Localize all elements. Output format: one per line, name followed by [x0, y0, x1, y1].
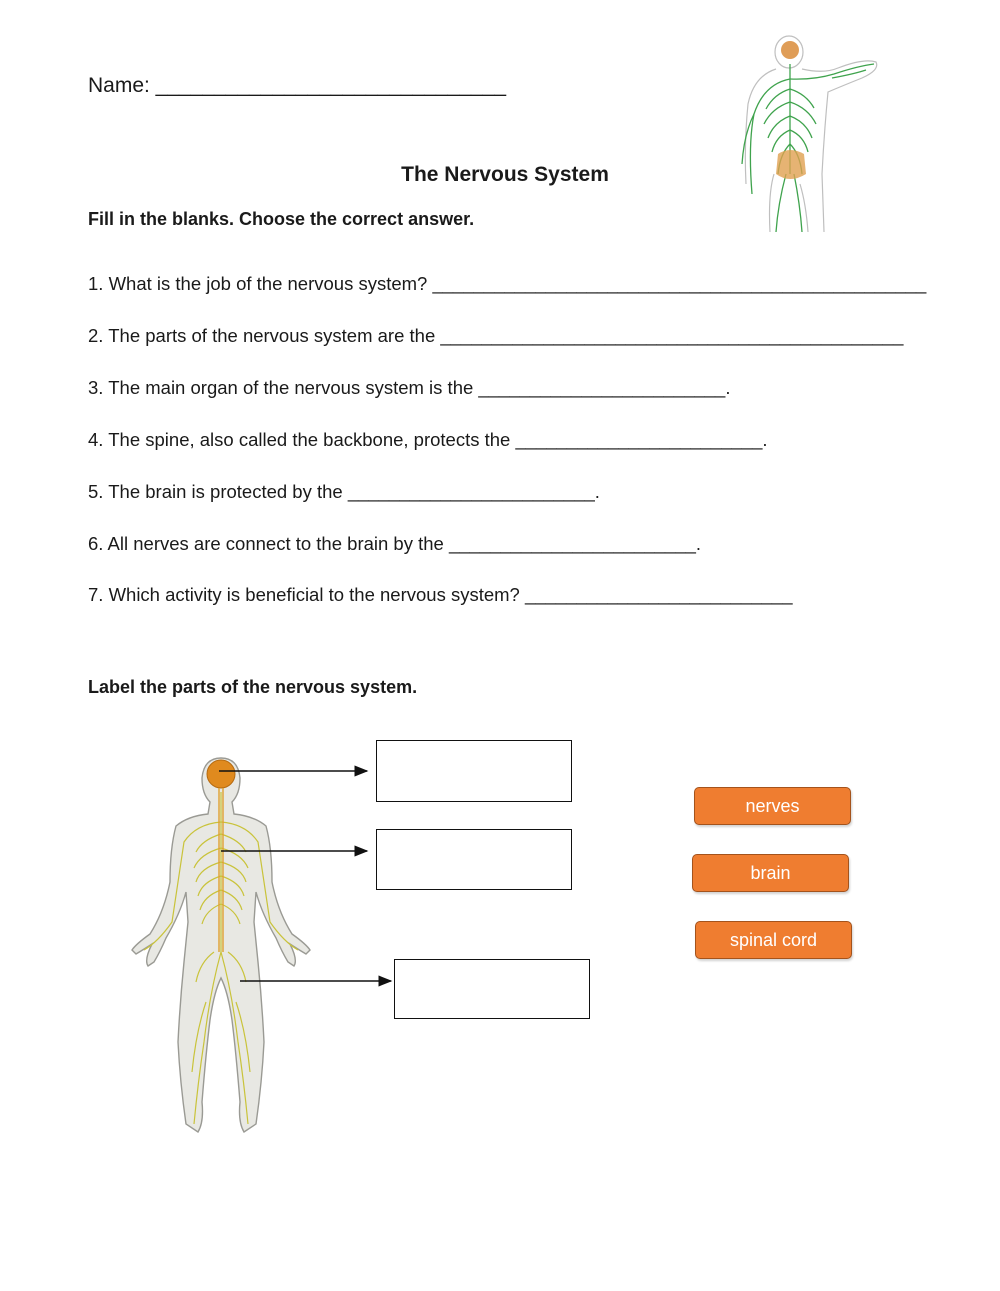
answer-chip-brain[interactable]: brain [692, 854, 849, 892]
question-1: 1. What is the job of the nervous system? ________________________________________________ [88, 273, 927, 294]
question-3: 3. The main organ of the nervous system is the ________________________. [88, 377, 731, 398]
fill-in-instructions: Fill in the blanks. Choose the correct answer. [88, 209, 475, 229]
page-title: The Nervous System [401, 163, 609, 186]
name-field-label: Name: ______________________________ [88, 74, 507, 97]
question-4: 4. The spine, also called the backbone, protects the ________________________. [88, 429, 768, 450]
answer-chip-nerves[interactable]: nerves [694, 787, 851, 825]
question-2: 2. The parts of the nervous system are the _____________________________________________ [88, 325, 904, 346]
question-7: 7. Which activity is beneficial to the nervous system? __________________________ [88, 584, 793, 605]
answer-chip-spinal-cord[interactable]: spinal cord [695, 921, 852, 959]
question-5: 5. The brain is protected by the ________________________. [88, 481, 600, 502]
question-6: 6. All nerves are connect to the brain by the ________________________. [88, 533, 702, 554]
label-box-spinal-cord[interactable] [376, 829, 572, 890]
label-box-nerves[interactable] [394, 959, 590, 1019]
label-box-brain[interactable] [376, 740, 572, 802]
label-parts-instructions: Label the parts of the nervous system. [88, 677, 418, 697]
